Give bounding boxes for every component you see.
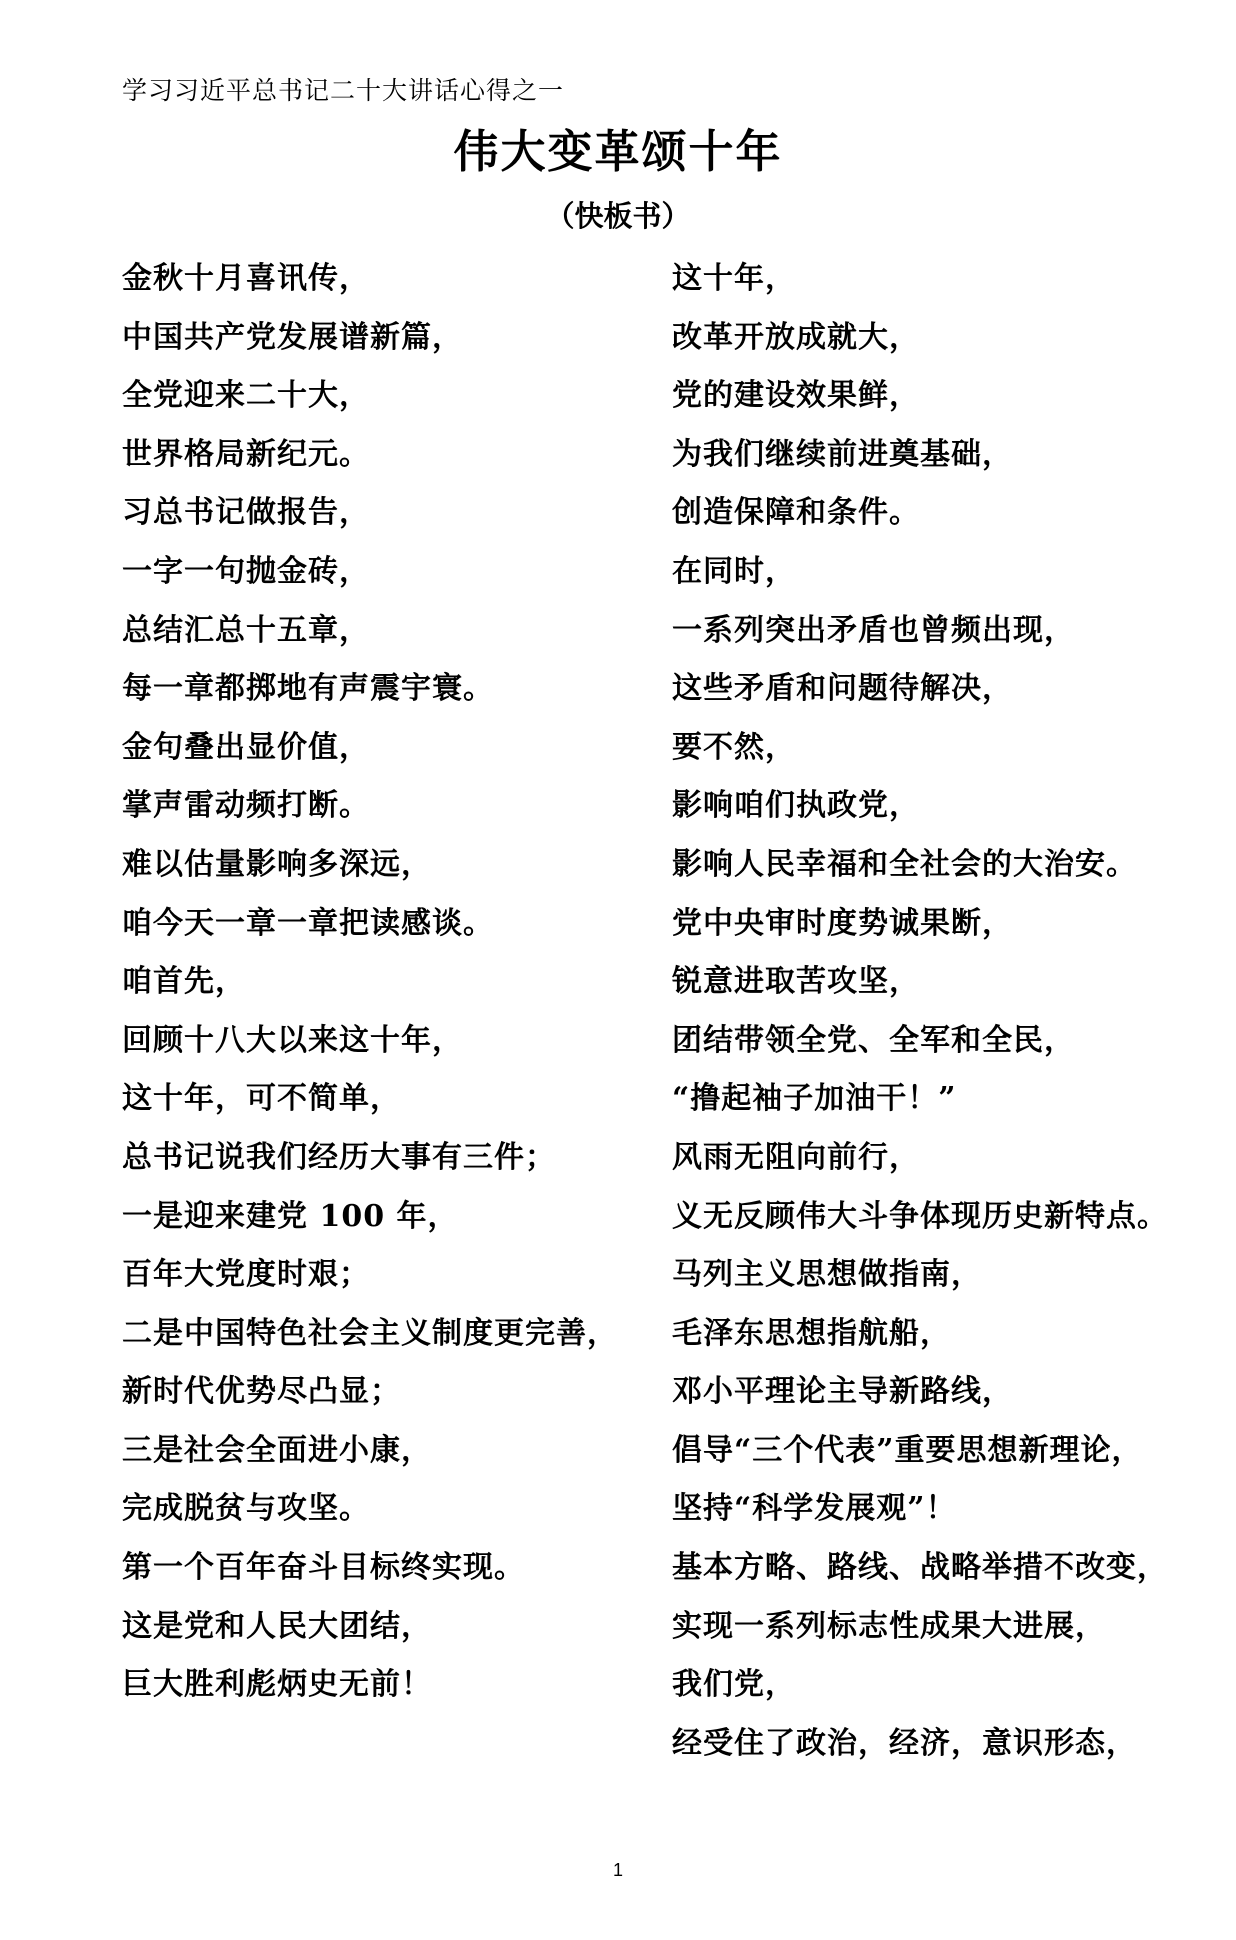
- poem-right-column: [672, 256, 1232, 1779]
- poem-line: 一是迎来建党 100 年，: [122, 1198, 459, 1234]
- poem-line: 实现一系列标志性成果大进展，: [672, 1608, 1106, 1644]
- poem-line: 团结带领全党、全军和全民，: [672, 1022, 1075, 1058]
- poem-line: 影响人民幸福和全社会的大治安。: [672, 846, 1137, 882]
- poem-line: 影响咱们执政党，: [672, 788, 920, 824]
- poem-line: 毛泽东思想指航船，: [672, 1315, 951, 1351]
- poem-line: 锐意进取苦攻坚，: [672, 964, 920, 1000]
- page-subtitle: （快板书）: [545, 199, 691, 233]
- poem-line: 一系列突出矛盾也曾频出现，: [672, 612, 1075, 648]
- page-title: 伟大变革颂十年: [453, 125, 783, 178]
- poem-line: 创造保障和条件。: [672, 495, 920, 531]
- poem-line: 倡导“三个代表”重要思想新理论，: [672, 1432, 1143, 1468]
- poem-line: 这十年，: [672, 261, 796, 296]
- poem-line: 基本方略、路线、战略举措不改变，: [672, 1550, 1168, 1586]
- poem-left-column: [122, 256, 662, 1721]
- poem-line: 三是社会全面进小康，: [122, 1432, 432, 1468]
- poem-line: 这些矛盾和问题待解决，: [672, 671, 1013, 707]
- poem-line: 每一章都掷地有声震宇寰。: [122, 671, 494, 707]
- poem-line: 为我们继续前进奠基础，: [672, 436, 1013, 472]
- poem-line: 全党迎来二十大，: [122, 378, 370, 414]
- poem-line: 百年大党度时艰；: [122, 1257, 370, 1293]
- page-number: 1: [612, 1860, 623, 1880]
- poem-line: 经受住了政治，经济，意识形态，: [672, 1725, 1137, 1761]
- poem-line: 我们党，: [672, 1667, 796, 1703]
- poem-line: 完成脱贫与攻坚。: [122, 1491, 370, 1527]
- poem-line: 坚持“科学发展观”！: [672, 1491, 957, 1527]
- poem-line: 马列主义思想做指南，: [672, 1257, 982, 1293]
- poem-line: 第一个百年奋斗目标终实现。: [122, 1550, 525, 1586]
- poem-line: 新时代优势尽凸显；: [122, 1374, 401, 1410]
- poem-line: 中国共产党发展谱新篇，: [122, 319, 463, 355]
- poem-line: 党中央审时度势诚果断，: [672, 905, 1013, 941]
- poem-line: 义无反顾伟大斗争体现历史新特点。: [672, 1198, 1168, 1234]
- poem-line: 总结汇总十五章，: [122, 612, 370, 648]
- poem-line: 咱首先，: [122, 964, 246, 1000]
- poem-line: 要不然，: [672, 729, 796, 765]
- series-note: 学习习近平总书记二十大讲话心得之一: [122, 76, 565, 105]
- poem-line: 在同时，: [672, 553, 796, 589]
- poem-line: 咱今天一章一章把读感谈。: [122, 905, 494, 941]
- poem-line: “撸起袖子加油干！”: [672, 1081, 957, 1117]
- poem-line: 二是中国特色社会主义制度更完善，: [122, 1315, 618, 1351]
- poem-line: 世界格局新纪元。: [122, 436, 370, 472]
- poem-line: 掌声雷动频打断。: [122, 788, 370, 824]
- poem-line: 金句叠出显价值，: [122, 729, 370, 765]
- poem-line: 难以估量影响多深远，: [122, 846, 432, 882]
- poem-line: 邓小平理论主导新路线，: [672, 1374, 1013, 1410]
- poem-line: 党的建设效果鲜，: [672, 378, 920, 414]
- poem-line: 总书记说我们经历大事有三件；: [122, 1139, 556, 1175]
- poem-line: 改革开放成就大，: [672, 319, 920, 355]
- poem-line: 巨大胜利彪炳史无前！: [122, 1667, 432, 1703]
- poem-line: 回顾十八大以来这十年，: [122, 1022, 463, 1058]
- poem-line: 习总书记做报告，: [122, 495, 370, 531]
- poem-line: 这是党和人民大团结，: [122, 1608, 432, 1644]
- poem-line: 风雨无阻向前行，: [672, 1139, 920, 1175]
- poem-line: 金秋十月喜讯传，: [122, 261, 370, 296]
- poem-line: 这十年，可不简单，: [122, 1081, 401, 1117]
- poem-line: 一字一句抛金砖，: [122, 553, 370, 589]
